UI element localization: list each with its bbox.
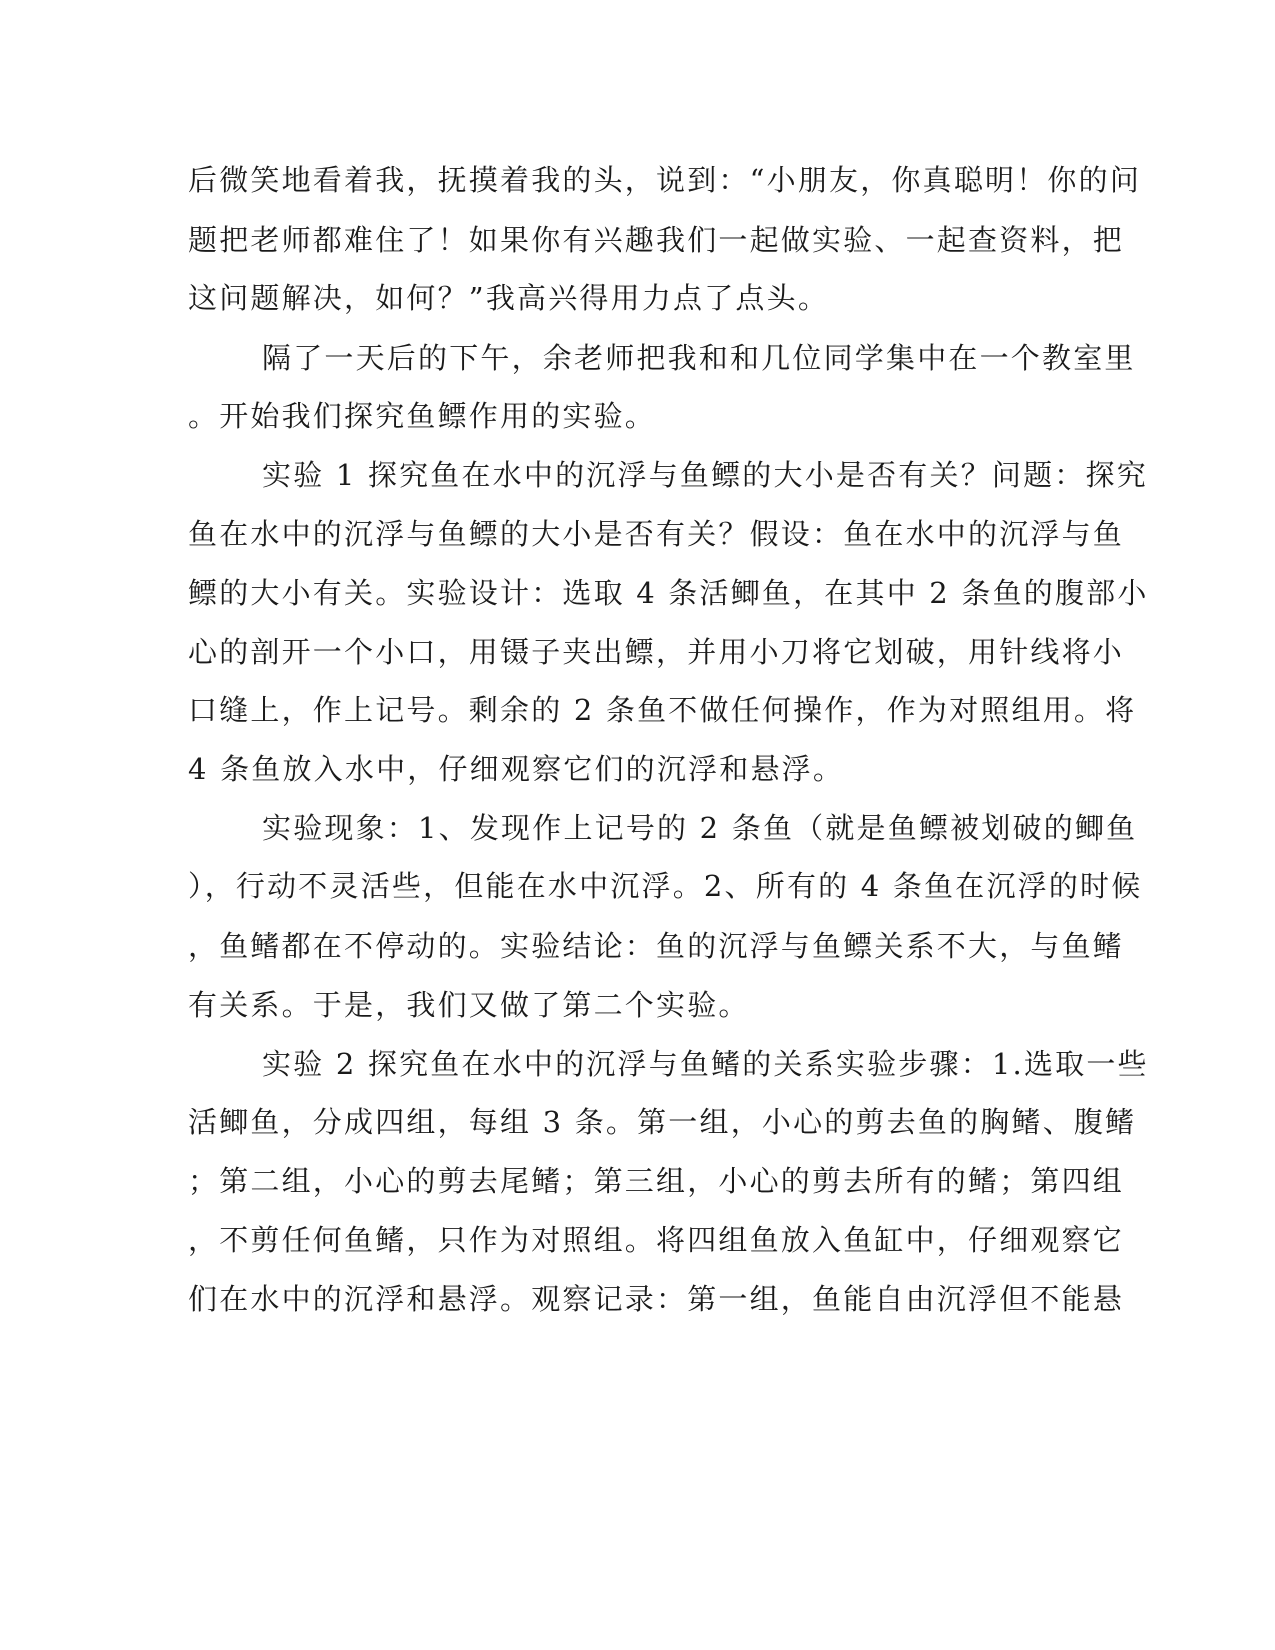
text-line: 。开始我们探究鱼鳔作用的实验。 [188, 399, 657, 433]
paragraph-start-line: 实验 2 探究鱼在水中的沉浮与鱼鳍的关系实验步骤：1.选取一些 [262, 1047, 1149, 1081]
text-line: 4 条鱼放入水中，仔细观察它们的沉浮和悬浮。 [188, 752, 845, 786]
text-line: 鱼在水中的沉浮与鱼鳔的大小是否有关？假设：鱼在水中的沉浮与鱼 [188, 517, 1125, 551]
text-line: ，不剪任何鱼鳍，只作为对照组。将四组鱼放入鱼缸中，仔细观察它 [188, 1223, 1125, 1257]
text-line: 有关系。于是，我们又做了第二个实验。 [188, 988, 750, 1022]
paragraph-start-line: 实验 1 探究鱼在水中的沉浮与鱼鳔的大小是否有关？问题：探究 [262, 458, 1148, 492]
text-line: 这问题解决，如何？”我高兴得用力点了点头。 [188, 281, 830, 315]
text-line: 们在水中的沉浮和悬浮。观察记录：第一组，鱼能自由沉浮但不能悬 [188, 1282, 1125, 1316]
text-line: ；第二组，小心的剪去尾鳍；第三组，小心的剪去所有的鳍；第四组 [188, 1164, 1125, 1198]
text-line: 活鲫鱼，分成四组，每组 3 条。第一组，小心的剪去鱼的胸鳍、腹鳍 [188, 1105, 1137, 1139]
text-line: ，鱼鳍都在不停动的。实验结论：鱼的沉浮与鱼鳔关系不大，与鱼鳍 [188, 929, 1125, 963]
text-line: ），行动不灵活些，但能在水中沉浮。2、所有的 4 条鱼在沉浮的时候 [188, 869, 1143, 903]
text-line: 后微笑地看着我，抚摸着我的头，说到：“小朋友，你真聪明！你的问 [188, 163, 1142, 197]
paragraph-start-line: 隔了一天后的下午，余老师把我和和几位同学集中在一个教室里 [262, 341, 1136, 375]
text-line: 题把老师都难住了！如果你有兴趣我们一起做实验、一起查资料，把 [188, 223, 1125, 257]
paragraph-start-line: 实验现象：1、发现作上记号的 2 条鱼（就是鱼鳔被划破的鲫鱼 [262, 811, 1138, 845]
text-line: 心的剖开一个小口，用镊子夹出鳔，并用小刀将它划破，用针线将小 [188, 635, 1125, 669]
text-line: 口缝上，作上记号。剩余的 2 条鱼不做任何操作，作为对照组用。将 [188, 693, 1137, 727]
text-line: 鳔的大小有关。实验设计：选取 4 条活鲫鱼，在其中 2 条鱼的腹部小 [188, 576, 1149, 610]
